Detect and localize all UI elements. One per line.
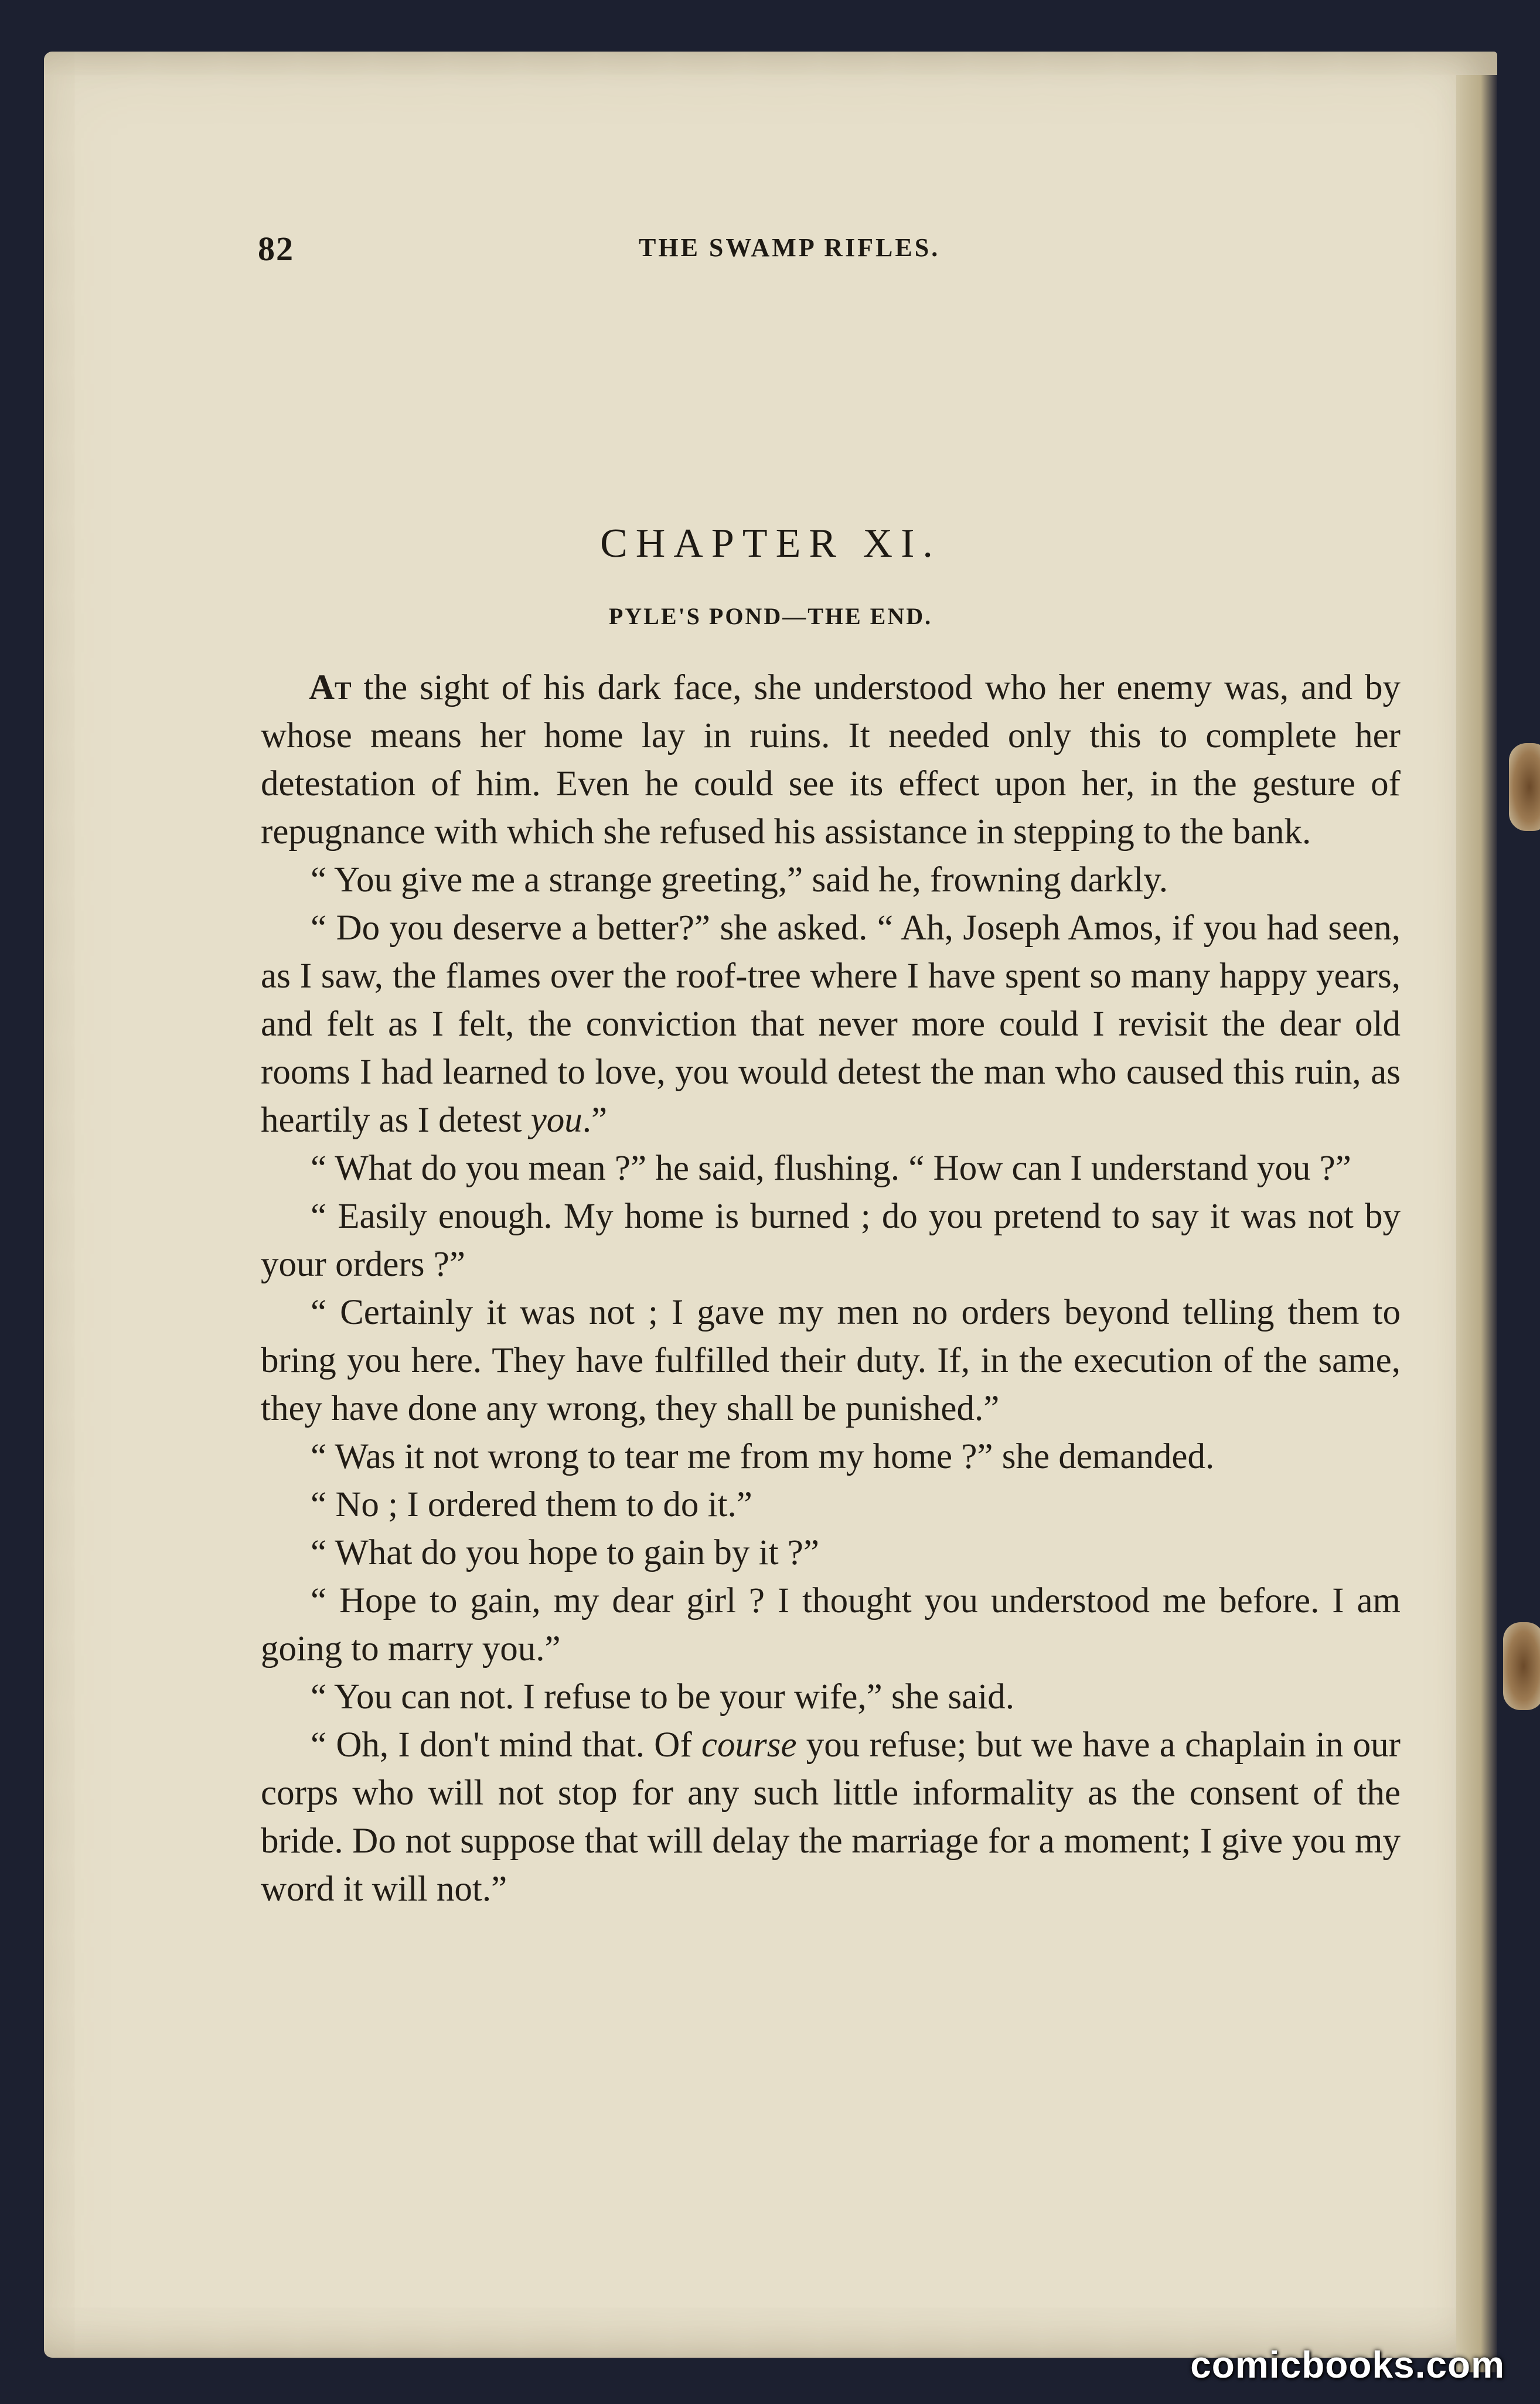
paragraph (261, 664, 1401, 856)
binding-hole (1509, 743, 1540, 831)
book-page (44, 52, 1497, 2358)
page-edge (1456, 75, 1497, 2372)
watermark: comicbooks.com (1190, 2344, 1505, 2386)
paragraph: “ What do you mean ?” he said, flushing. “ How can I understand you ?” (311, 1149, 1351, 1188)
paragraph-text: “ Oh, I don't mind that. Of (311, 1725, 701, 1765)
paragraph: “ Certainly it was not ; I gave my men no orders beyond telling them to bring you here. They have fulfilled their duty. If, in the execution of the same, they have done any wrong, they shall be punished.” (261, 1293, 1401, 1428)
dropcap: At (309, 668, 352, 707)
paragraph: “ Hope to gain, my dear girl ? I thought you understood me before. I am going to marry you.” (261, 1581, 1401, 1669)
paragraph: “ What do you hope to gain by it ?” (311, 1533, 819, 1572)
paragraph (261, 904, 1401, 1145)
running-head (258, 229, 1401, 270)
book-title: THE SWAMP RIFLES. (639, 233, 941, 262)
paragraph: “ No ; I ordered them to do it.” (311, 1485, 752, 1524)
chapter-title: CHAPTER XI. (600, 521, 941, 566)
paragraph: “ Was it not wrong to tear me from my home ?” she demanded. (311, 1437, 1215, 1476)
paragraph-text: “ Do you deserve a better?” she asked. “ Ah, Joseph Amos, if you had seen, as I saw, the flames over the roof-tree where I have spent so many happy years, and felt as I felt, the conviction that never more could I revisit the dear old rooms I had learned to love, you would detest the man who caused this ruin, as heartily as I detest (261, 908, 1401, 1140)
chapter-subtitle: PYLE'S POND—THE END. (608, 603, 933, 629)
paragraph: “ You can not. I refuse to be your wife,” she said. (311, 1677, 1015, 1717)
emphasis: you (530, 1101, 582, 1140)
paragraph-text: the sight of his dark face, she understood who her enemy was, and by whose means her home lay in ruins. It needed only this to complete her detestation of him. Even he could see its effect upon her, in the gesture of repugnance with which she refused his assistance in stepping to the bank. (261, 668, 1401, 852)
paragraph (261, 1721, 1401, 1913)
binding-hole (1503, 1622, 1540, 1710)
paragraph: “ You give me a strange greeting,” said he, frowning darkly. (311, 860, 1168, 900)
paragraph-text: you refuse; but we have a chaplain in our corps who will not stop for any such little informality as the consent of the bride. Do not suppose that will delay the marriage for a moment; I give you my word it will not.” (261, 1725, 1401, 1909)
page-number: 82 (258, 230, 294, 268)
chapter-body (261, 664, 1401, 1913)
paragraph-text: .” (582, 1101, 608, 1140)
paragraph: “ Easily enough. My home is burned ; do you pretend to say it was not by your orders ?” (261, 1197, 1401, 1284)
emphasis: course (701, 1725, 797, 1765)
